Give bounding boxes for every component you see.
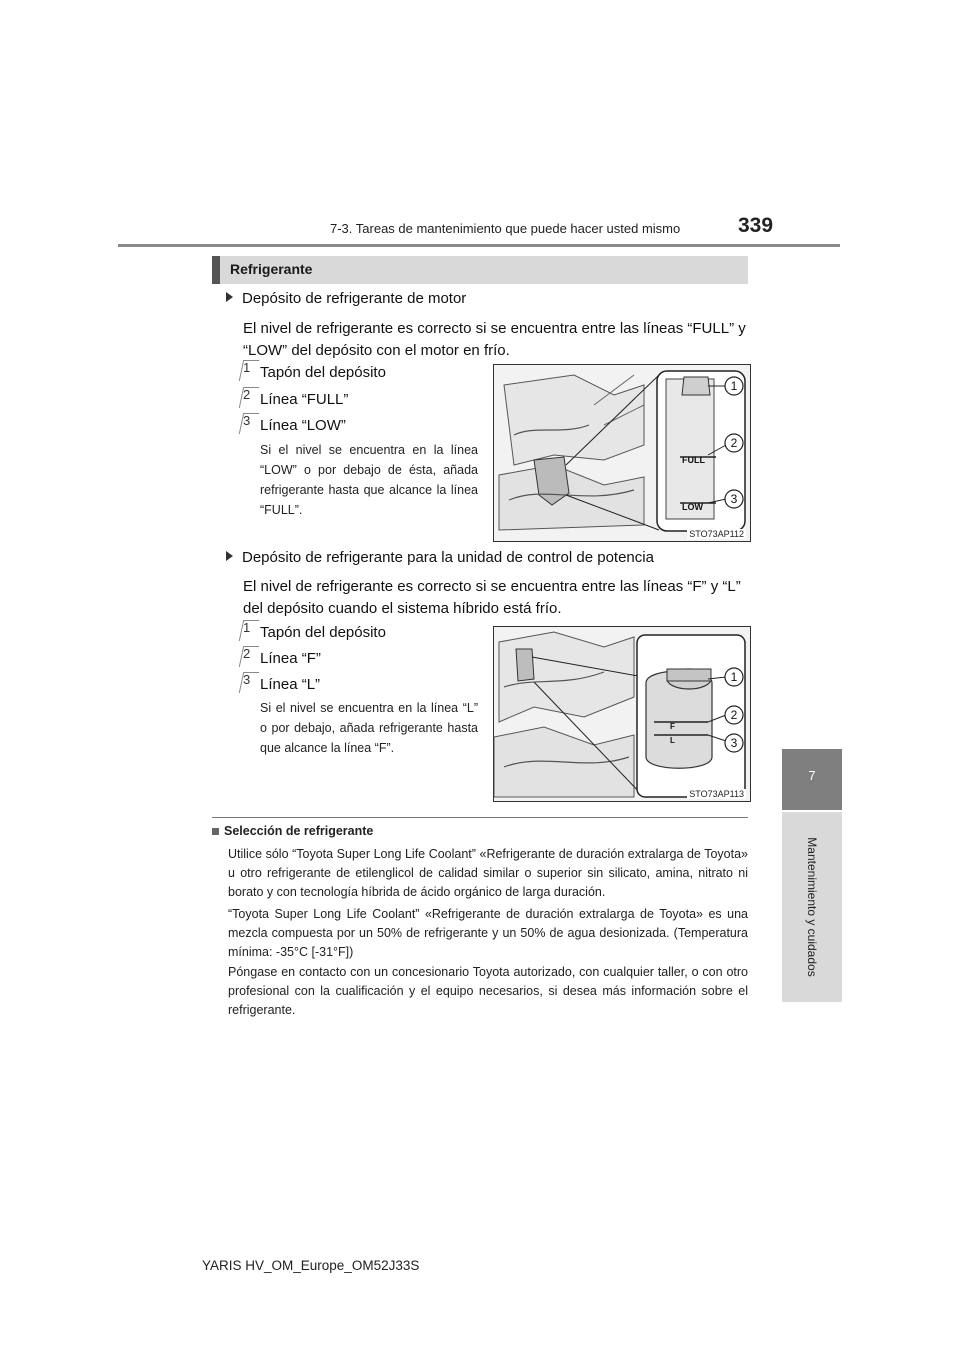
triangle-bullet-icon (226, 551, 233, 561)
engine-bay-illustration (494, 365, 750, 541)
full-marking: FULL (682, 455, 705, 465)
chapter-side-strip (782, 812, 842, 1002)
callout-1: 1 (730, 670, 738, 684)
engine-tank-bullet: Depósito de refrigerante de motor (226, 290, 466, 307)
square-bullet-icon (212, 828, 219, 835)
section-title-bar (212, 256, 748, 284)
pcu-item-1 (243, 620, 483, 641)
number-marker: 1 (243, 360, 257, 380)
number-marker: 2 (243, 387, 257, 407)
engine-item-2 (243, 387, 483, 408)
low-marking: LOW (682, 502, 703, 512)
l-marking: L (670, 736, 675, 745)
pcu-item-3 (243, 672, 483, 693)
pcu-tank-description: El nivel de refrigerante es correcto si se encuentra entre las líneas “F” y “L” del depósito cuando el sistema híbrido está frío. (243, 578, 741, 617)
pcu-tank-note: Si el nivel se encuentra en la línea “L” o por debajo, añada refrigerante hasta que alcance la línea “F”. (260, 701, 478, 755)
figure-code: STO73AP112 (689, 529, 744, 539)
selection-heading: Selección de refrigerante (212, 824, 373, 838)
section-title: Refrigerante (230, 261, 313, 277)
triangle-bullet-icon (226, 292, 233, 302)
pcu-tank-bullet: Depósito de refrigerante para la unidad de control de potencia (226, 549, 654, 566)
number-marker: 1 (243, 620, 257, 640)
callout-3: 3 (730, 736, 738, 750)
f-marking: F (670, 722, 675, 731)
selection-paragraph-1: Utilice sólo “Toyota Super Long Life Coolant” «Refrigerante de duración extralarga de Toyota» u otro refrigerante de etilenglicol de calidad similar o superior sin silicato, amina, nitrato ni borato y con tecnología híbrida de ácido orgánico de larga duración. (228, 847, 748, 899)
engine-tank-note: Si el nivel se encuentra en la línea “LOW” o por debajo de ésta, añada refrigerante hasta que alcance la línea “FULL”. (260, 443, 478, 517)
item-label: Línea “FULL” (260, 391, 349, 408)
number-marker: 3 (243, 413, 257, 433)
chapter-label: Mantenimiento y cuidados (805, 837, 819, 977)
chapter-tab (782, 749, 842, 810)
number-marker: 2 (243, 646, 257, 666)
item-label: Línea “LOW” (260, 417, 346, 434)
header-section-title: 7-3. Tareas de mantenimiento que puede hacer usted mismo (330, 221, 681, 236)
number-marker: 3 (243, 672, 257, 692)
figure-code: STO73AP113 (689, 789, 744, 799)
engine-tank-figure (493, 364, 751, 542)
page-number: 339 (738, 214, 774, 237)
header-rule (118, 244, 840, 247)
pcu-tank-figure (493, 626, 751, 802)
document-footer: YARIS HV_OM_Europe_OM52J33S (202, 1258, 420, 1273)
item-label: Línea “L” (260, 676, 321, 693)
callout-1: 1 (730, 379, 738, 393)
pcu-item-2 (243, 646, 483, 667)
item-label: Tapón del depósito (260, 624, 386, 641)
callout-2: 2 (730, 436, 738, 450)
callout-3: 3 (730, 492, 738, 506)
engine-item-3 (243, 413, 483, 434)
callout-2: 2 (730, 708, 738, 722)
item-label: Línea “F” (260, 650, 321, 667)
selection-paragraph-2: “Toyota Super Long Life Coolant” «Refrigerante de duración extralarga de Toyota» es una mezcla compuesta por un 50% de refrigerante y un 50% de agua desionizada. (Temperatura mínima: -35°C [-31°F]) (228, 907, 748, 959)
item-label: Tapón del depósito (260, 364, 386, 381)
chapter-number: 7 (808, 768, 816, 783)
engine-item-1 (243, 360, 483, 381)
selection-paragraph-3: Póngase en contacto con un concesionario Toyota autorizado, con cualquier taller, o con otro profesional con la cualificación y el equipo necesarios, si desea más información sobre el refrigerante. (228, 965, 748, 1017)
engine-tank-description: El nivel de refrigerante es correcto si se encuentra entre las líneas “FULL” y “LOW” del depósito con el motor en frío. (243, 320, 746, 359)
notes-divider (212, 817, 748, 818)
pcu-bay-illustration (494, 627, 750, 801)
